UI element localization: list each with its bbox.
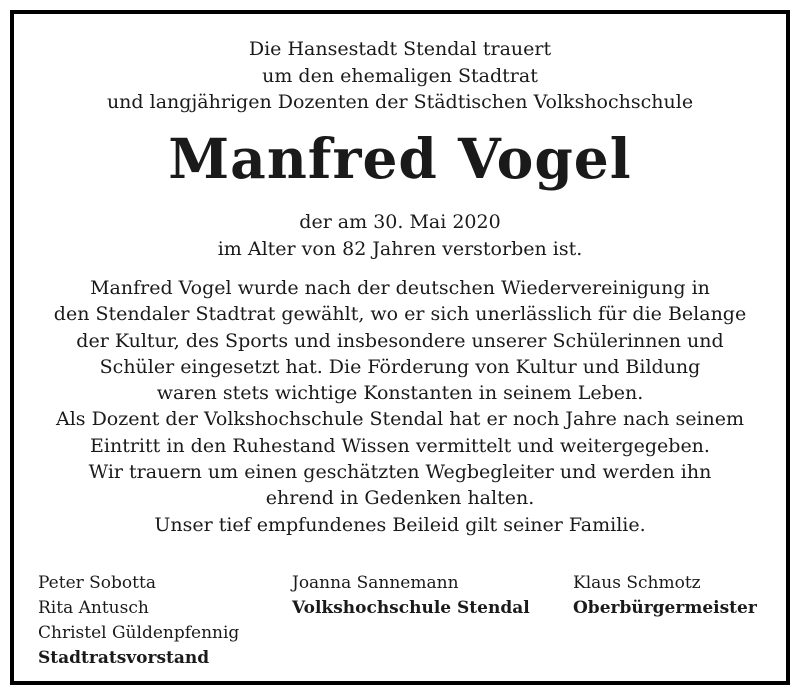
tribute-line: den Stendaler Stadtrat gewählt, wo er sich unerlässlich für die Belange [53,303,747,326]
tribute-line: der Kultur, des Sports und insbesondere unserer Schülerinnen und [76,329,724,352]
intro-line: um den ehemaligen Stadtrat [262,64,538,87]
signatory-title: Oberbürgermeister [573,598,757,618]
intro-line: und langjährigen Dozenten der Städtischen Volkshochschule [106,91,694,113]
tribute-line: Manfred Vogel wurde nach der deutschen Wiedervereinigung in [90,277,710,299]
signatory-name: Christel Güldenpfennig [38,623,240,643]
signatory-name: Rita Antusch [38,598,149,618]
signatory-name: Peter Sobotta [38,573,156,593]
intro-text [14,36,786,116]
signature-group-vhs [292,571,530,621]
signature-group-council [38,571,239,671]
obituary-notice [10,10,790,685]
intro-line: Die Hansestadt Stendal trauert [248,38,552,60]
tribute-line: Als Dozent der Volkshochschule Stendal hat er noch Jahre nach seinem [55,408,745,431]
deceased-name: Manfred Vogel [168,126,632,191]
age-line: im Alter von 82 Jahren verstorben ist. [217,237,583,260]
signatory-name: Joanna Sannemann [292,573,459,593]
signatory-name: Klaus Schmotz [573,573,701,593]
date-line: der am 30. Mai 2020 [299,211,501,233]
tribute-text [14,275,786,538]
signature-group-mayor [573,571,757,621]
tribute-line: Schüler eingesetzt hat. Die Förderung von Kultur und Bildung [99,355,701,378]
condolence-line: Unser tief empfundenes Beileid gilt seiner Familie. [154,513,646,536]
tribute-line: Eintritt in den Ruhestand Wissen vermittelt und weitergegeben. [90,434,710,457]
signatory-title: Stadtratsvorstand [38,648,210,668]
signatory-title: Volkshochschule Stendal [292,598,530,618]
death-details [14,209,786,262]
tribute-line: ehrend in Gedenken halten. [265,487,535,510]
tribute-line: waren stets wichtige Konstanten in seinem Leben. [156,382,644,405]
tribute-line: Wir trauern um einen geschätzten Wegbegleiter und werden ihn [88,461,712,484]
